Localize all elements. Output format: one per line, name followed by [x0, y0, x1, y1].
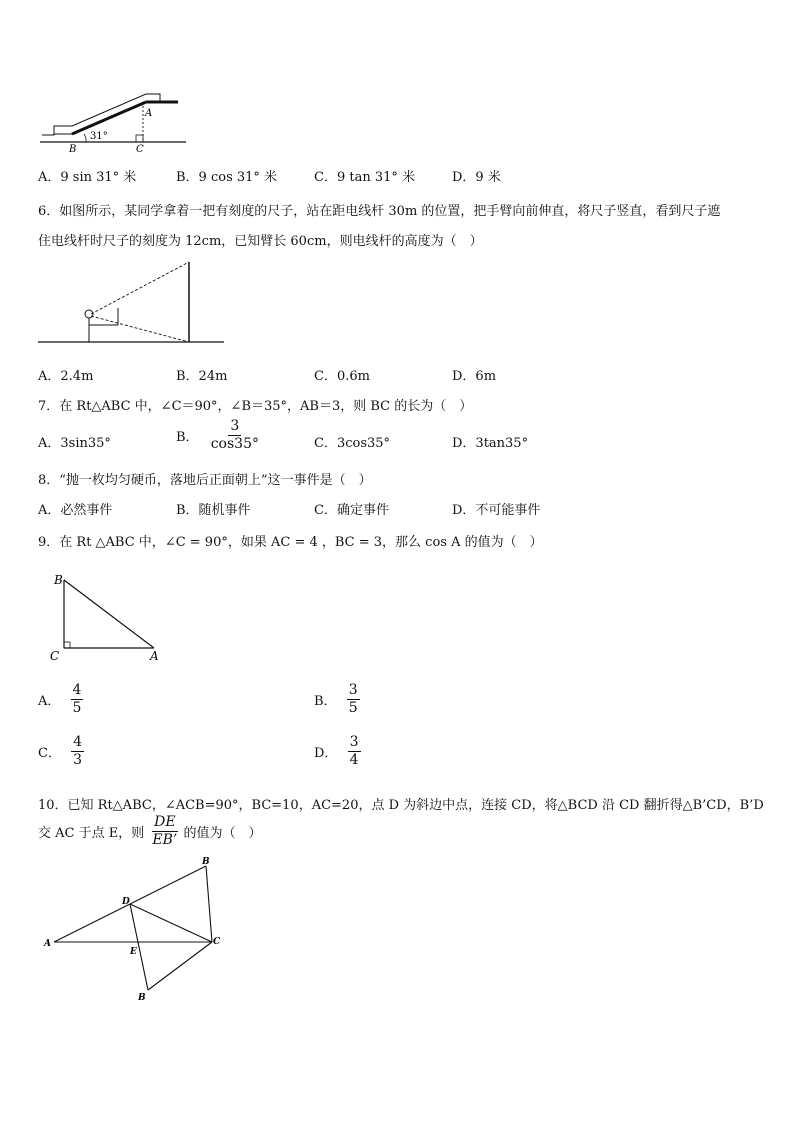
q5-option-c[interactable]: C．9 tan 31° 米 — [314, 170, 416, 185]
q7-option-c[interactable]: C．3cos35° — [314, 436, 391, 451]
q5-escalator-figure — [36, 88, 186, 156]
fraction-denominator: 5 — [72, 700, 82, 716]
q10-stem-line2-prefix: 交 AC 于点 E，则 — [38, 826, 145, 841]
q9-option-c-prefix: C． — [38, 746, 61, 761]
sight-line-bottom — [91, 316, 189, 342]
sight-line-top — [91, 262, 189, 314]
fraction-denominator: cos35° — [210, 436, 259, 452]
side-bc — [206, 866, 212, 942]
fraction-numerator: 3 — [230, 418, 240, 434]
q5-option-a[interactable]: A．9 sin 31° 米 — [38, 170, 137, 185]
label-b-prime: B — [138, 993, 146, 1002]
q9-option-b[interactable] — [314, 682, 360, 717]
fraction-numerator: 4 — [73, 734, 83, 750]
fraction-numerator: 4 — [72, 682, 82, 698]
q9-option-a-prefix: A． — [38, 694, 61, 709]
label-c: C — [50, 649, 60, 663]
q7-stem: 7．在 Rt△ABC 中，∠C＝90°，∠B＝35°，AB＝3，则 BC 的长为（ ） — [38, 399, 473, 414]
q9-option-c-fraction — [71, 734, 84, 769]
q6-option-c[interactable]: C．0.6m — [314, 369, 370, 384]
label-b: B — [202, 857, 210, 867]
q5-option-b[interactable]: B．9 cos 31° 米 — [176, 170, 278, 185]
q9-option-b-fraction — [347, 682, 360, 717]
q5-option-d[interactable]: D．9 米 — [452, 170, 501, 185]
escalator-outline — [42, 94, 178, 135]
q9-stem: 9．在 Rt △ABC 中，∠C = 90°，如果 AC = 4 ，BC = 3，那么 cos A 的值为（ ） — [38, 535, 543, 550]
q9-option-b-prefix: B． — [314, 694, 337, 709]
fraction-numerator: 3 — [349, 734, 359, 750]
escalator-handrail — [72, 102, 146, 134]
label-a: A — [150, 649, 159, 663]
q7-option-d[interactable]: D．3tan35° — [452, 436, 529, 451]
angle-arc — [84, 134, 86, 142]
fraction-numerator: 3 — [348, 682, 358, 698]
angle-label: 31° — [90, 131, 108, 142]
label-c: C — [136, 144, 144, 155]
right-angle-mark — [136, 135, 143, 142]
label-d: D — [122, 897, 130, 907]
q10-fold-figure — [40, 856, 230, 1002]
q9-option-a[interactable] — [38, 682, 83, 717]
q7-option-b[interactable] — [176, 418, 261, 453]
fraction-denominator: 3 — [73, 752, 83, 768]
right-angle-mark — [64, 642, 70, 648]
fraction-numerator: DE — [154, 814, 176, 830]
q9-option-d-fraction — [348, 734, 361, 769]
q10-stem-line1: 10．已知 Rt△ABC，∠ACB=90°，BC=10，AC=20，点 D 为斜边中点，连接 CD，将△BCD 沿 CD 翻折得△B’CD，B’D — [38, 798, 764, 813]
fraction-denominator: 5 — [348, 700, 358, 716]
q8-option-a[interactable]: A．必然事件 — [38, 503, 113, 518]
q6-pole-figure — [36, 258, 226, 350]
label-a: A — [44, 939, 51, 949]
segment-cb2 — [148, 942, 212, 990]
q8-option-d[interactable]: D．不可能事件 — [452, 503, 541, 518]
q9-triangle-figure — [46, 570, 170, 664]
q6-stem-line1: 6．如图所示，某同学拿着一把有刻度的尺子，站在距电线杆 30m 的位置，把手臂向前伸直，将尺子竖直，看到尺子遮 — [38, 204, 721, 219]
q9-option-a-fraction — [71, 682, 84, 717]
q8-option-b[interactable]: B．随机事件 — [176, 503, 251, 518]
q9-option-c[interactable] — [38, 734, 84, 769]
label-c: C — [213, 937, 221, 947]
label-e: E — [130, 947, 137, 957]
q7-option-b-fraction — [209, 418, 261, 453]
label-b: B — [69, 144, 77, 155]
q7-option-a[interactable]: A．3sin35° — [38, 436, 111, 451]
q10-ratio-fraction — [150, 814, 179, 849]
q6-option-d[interactable]: D．6m — [452, 369, 497, 384]
q7-option-b-prefix: B． — [176, 430, 199, 445]
side-ab — [64, 580, 154, 648]
q9-option-d-prefix: D． — [314, 746, 338, 761]
q10-stem-line2 — [38, 814, 262, 849]
q6-option-a[interactable]: A．2.4m — [38, 369, 94, 384]
q10-stem-line2-suffix: 的值为（ ） — [183, 826, 262, 841]
label-b: B — [54, 573, 63, 587]
fraction-denominator: 4 — [349, 752, 359, 768]
q6-option-b[interactable]: B．24m — [176, 369, 228, 384]
q6-stem-line2: 住电线杆时尺子的刻度为 12cm，已知臂长 60cm，则电线杆的高度为（ ） — [38, 234, 483, 249]
label-a: A — [145, 108, 153, 119]
segment-cd — [130, 904, 212, 942]
fraction-denominator: EB’ — [152, 832, 178, 848]
q8-stem: 8．“抛一枚均匀硬币，落地后正面朝上”这一事件是（ ） — [38, 473, 372, 488]
q9-option-d[interactable] — [314, 734, 361, 769]
q8-option-c[interactable]: C．确定事件 — [314, 503, 389, 518]
